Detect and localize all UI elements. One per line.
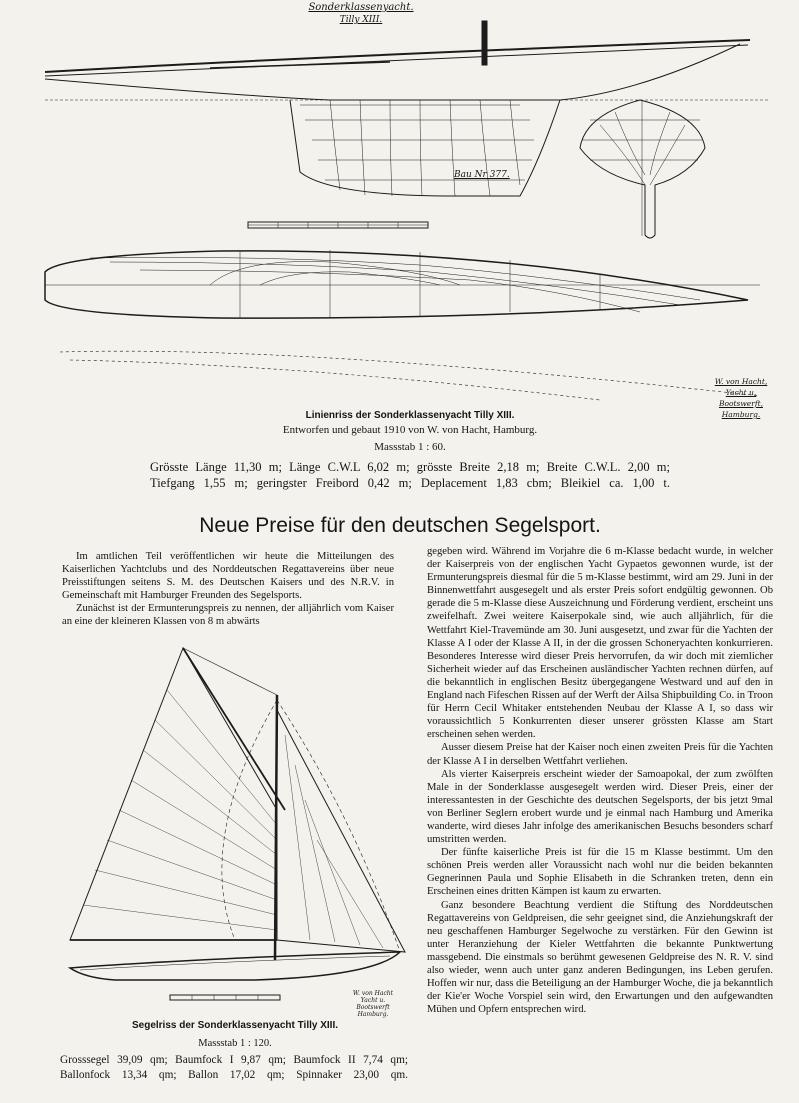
- article-paragraph: Der fünfte kaiserliche Preis ist für die 15 m Klasse bestimmt. Um den schönen Preis werden aller Voraussicht nach wohl nur die beiden bekannten Gegnerinnen Paula und Sophie Elisabeth in die Schranken treten, denn ein Erscheinen eines dritten Kämpen ist kaum zu erwarten.: [427, 847, 773, 898]
- stamp-line: Yacht u. Bootswerft: [356, 997, 390, 1011]
- article-paragraph: Zunächst ist der Ermunterungspreis zu nennen, der alljährlich vom Kaiser an eine der kleineren Klassen von 8 m abwärts: [62, 603, 394, 628]
- sail-plan-caption: Segelriss der Sonderklassenyacht Tilly XIII.: [131, 1020, 339, 1031]
- article-right-column: [427, 545, 773, 1016]
- stamp-line: Hamburg.: [357, 1011, 389, 1018]
- stamp-line: Yacht u. Bootswerft,: [718, 388, 764, 408]
- dimensions-line: Tiefgang 1,55 m; geringster Freibord 0,42 m; Deplacement 1,83 cbm; Bleikiel ca. 1,00 t.: [150, 476, 670, 490]
- article-paragraph: Ausser diesem Preise hat der Kaiser noch einen zweiten Preis für die Yachten der Klasse A I in derselben Wettfahrt verliehen.: [427, 742, 773, 767]
- article-paragraph: gegeben wird. Während im Vorjahre die 6 m-Klasse bedacht wurde, in welcher der Kaiserpreis von der englischen Yacht Gypaetos gewonnen wurde, ist der Ermunterungspreis diesmal für die 5 m-Klasse bestimmt, wird am 29. Juni in der Binnenwettfahrt ausgesegelt und als erster Preis sofort endgültig gewonnen. Ob gerade die 5 m-Klasse diese Auszeichnung und Förderung verdient, erscheint uns zweifelhaft. Zwei weitere Kaiserpokale sind, wie auch alljährlich, für die Wettfahrt Kiel-Travemünde am 30. Juni ausgesetzt, und zwar für die Yachten der Klasse A I oder der Klasse A II, in der die grossen Schoneryachten konkurrieren. Besonderes Interesse wird dieser Preis hervorrufen, da wir doch mit ziemlicher Sicherheit wieder auf das Erscheinen ausländischer Yachten rechnen dürfen, auf die bekanntlich in englischen Besitz übergegangene Westward und auf den in England nach Fifeschen Rissen auf der Werft der Ailsa Shipbuilding Co. in Troon für Herrn Cecil Whitaker entstehenden Neubau der Klasse A I, so dass wir voraussichtlich 5 Konkurrenten dieser unserer grössten Klasse am Start erscheinen sehen werden.: [427, 546, 773, 741]
- sail-plan-scale: Massstab 1 : 120.: [198, 1038, 272, 1049]
- lines-plan-designer: Entworfen und gebaut 1910 von W. von Hacht, Hamburg.: [282, 424, 538, 436]
- lines-plan-subheading: Tilly XIII.: [339, 15, 383, 25]
- stamp-line: Hamburg.: [721, 410, 761, 419]
- lines-plan-caption: Linienriss der Sonderklassenyacht Tilly XIII.: [305, 410, 515, 421]
- sail-areas-line: Ballonfock 13,34 qm; Ballon 17,02 qm; Spinnaker 23,00 qm.: [60, 1069, 408, 1081]
- sail-areas-line: Grosssegel 39,09 qm; Baumfock I 9,87 qm; Baumfock II 7,74 qm;: [60, 1054, 408, 1066]
- sail-plan-areas: [60, 1053, 408, 1083]
- dimensions-line: Grösste Länge 11,30 m; Länge C.W.L 6,02 m; grösste Breite 2,18 m; Breite C.W.L. 2,00 m;: [150, 460, 670, 474]
- sail-plan-stamp: [352, 990, 394, 1018]
- stamp-line: W. von Hacht,: [714, 377, 768, 386]
- article-paragraph: Als vierter Kaiserpreis erscheint wieder der Samoapokal, der zum zwölften Male in der Sonderklasse ausgesegelt werden wird. Dieser Preis, einer der interessantesten in der Geschichte des deutschen Segelsports, der bis jetzt 9mal von Berliner Seglern erobert wurde und je einmal nach Hamburg und Amerika wanderte, wird dieses Jahr infolge des amerikanischen Besuchs besonders scharf umstritten werden.: [427, 768, 773, 846]
- article-paragraph: Ganz besondere Beachtung verdient die Stiftung des Norddeutschen Regattavereins von Geldpreisen, die sehr geeignet sind, die Anziehungskraft der neu geschaffenen Hamburger Segelwoche zu verstärken. Für den Gewinn ist unter Heranziehung der Kieler Wettfahrten die bekannte Punktwertung massgebend. Die einstmals so berühmt gewesenen Geldpreise des N. R. V. sind also wieder, wenn auch unter ganz anderen Bedingungen, ins Leben gerufen. Hoffen wir nur, dass die Beteiligung an der Hamburger Woche, die ja bekanntlich der Kie'er Woche Vorspiel sein wird, den Erwartungen und den aufgewandten Mühen und Opfern entsprechen wird.: [427, 899, 773, 1016]
- lines-plan-stamp: [706, 376, 776, 420]
- sail-plan-drawing: [55, 640, 415, 1020]
- article-paragraph: Im amtlichen Teil veröffentlichen wir heute die Mitteilungen des Kaiserlichen Yachtclubs und des Norddeutschen Regattavereins über neue Preisstiftungen seitens S. M. des Deutschen Kaisers und des N.R.V. in Gemeinschaft mit Hamburger Freunden des Segelsports.: [62, 551, 394, 602]
- lines-plan-drawing: [0, 0, 799, 410]
- lines-plan-dimensions: [150, 459, 670, 491]
- article-title: Neue Preise für den deutschen Segelsport.: [199, 514, 601, 537]
- stamp-line: W. von Hacht: [352, 990, 394, 997]
- article-left-column: [62, 550, 394, 629]
- lines-plan-heading: Sonderklassenyacht.: [308, 2, 414, 13]
- plan-number: Bau Nr 377.: [454, 170, 510, 180]
- lines-plan-scale: Massstab 1 : 60.: [374, 441, 446, 453]
